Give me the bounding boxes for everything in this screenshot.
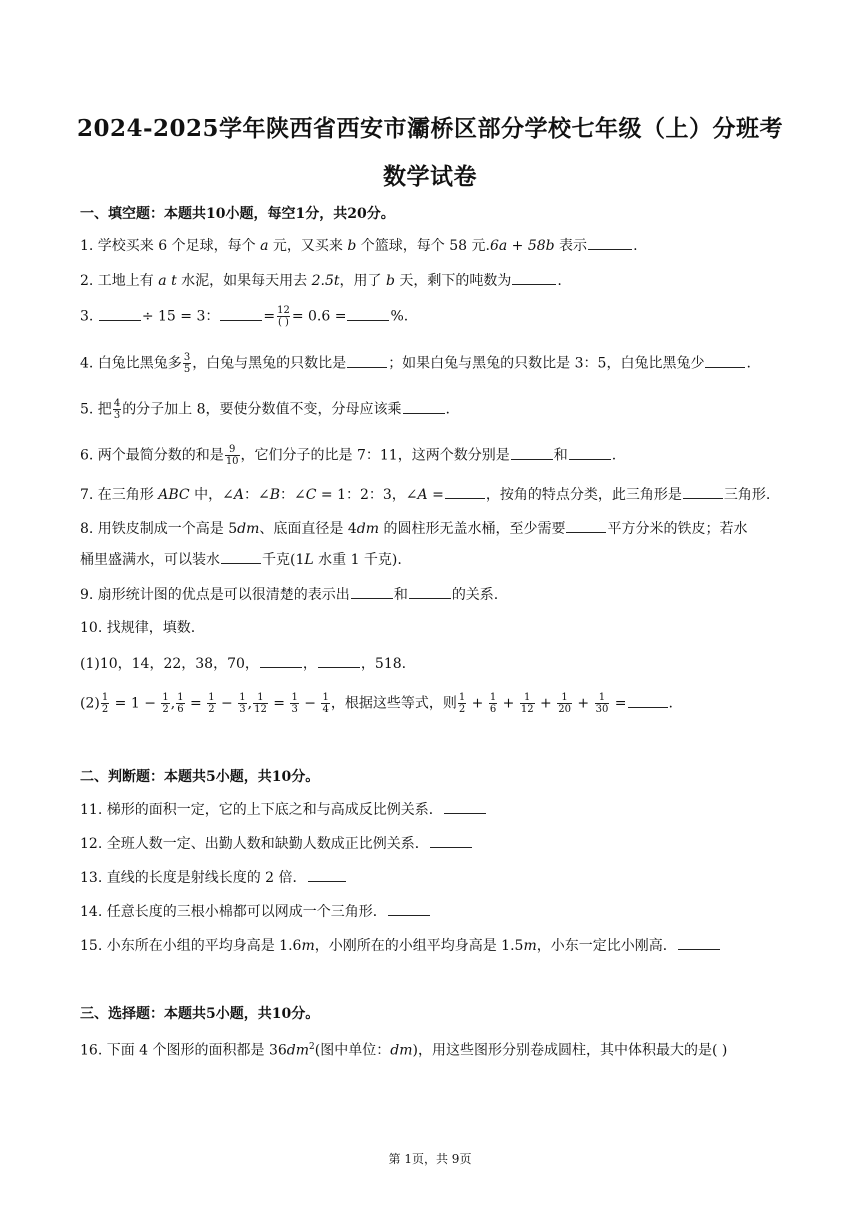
question-12: 12. 全班人数一定、出勤人数和缺勤人数成正比例关系． [80, 833, 473, 854]
question-13: 13. 直线的长度是射线长度的 2 倍． [80, 867, 347, 888]
fraction: $\frac{1}{12}$ [520, 692, 534, 715]
fraction: $\frac{1}{2}$ [458, 692, 466, 715]
answer-blank[interactable] [220, 306, 262, 321]
fraction: $\frac{1}{3}$ [239, 692, 246, 715]
fraction: $\frac{1}{4}$ [322, 692, 329, 715]
question-1: 1. 学校买来 6 个足球，每个 a 元，又买来 b 个篮球，每个 58 元.6a + 58b 表示 . [80, 235, 638, 256]
question-2: 2. 工地上有 a t 水泥，如果每天用去 2.5t，用了 b 天，剩下的吨数为 . [80, 270, 562, 291]
answer-blank[interactable] [444, 799, 486, 814]
question-8-continued: 桶里盛满水，可以装水 千克(1L 水重 1 千克). [80, 549, 402, 570]
exam-subtitle: 数学试卷 [383, 163, 477, 190]
question-11: 11. 梯形的面积一定，它的上下底之和与高成反比例关系． [80, 799, 487, 820]
fraction: $\frac{3}{5}$ [183, 352, 191, 375]
answer-blank[interactable] [511, 445, 553, 460]
exam-title: 2024-2025学年陕西省西安市灞桥区部分学校七年级（上）分班考 [76, 115, 784, 142]
answer-blank[interactable] [99, 306, 141, 321]
question-14: 14. 任意长度的三根小棉都可以网成一个三角形． [80, 901, 431, 922]
question-10-part-1: (1)10，14，22，38，70， ， ，518. [80, 653, 406, 674]
fraction: $\frac{12}{( )}$ [277, 305, 290, 328]
question-7: 7. 在三角形 ABC 中，∠A：∠B：∠C = 1：2：3，∠A = ，按角的特点分类，此三角形是 三角形. [80, 484, 770, 505]
answer-blank[interactable] [388, 901, 430, 916]
answer-blank[interactable] [409, 584, 451, 599]
page-footer: 第 1页，共 9页 [388, 1152, 472, 1166]
section-2-heading: 二、判断题：本题共5小题，共10分。 [80, 769, 320, 785]
question-10-part-2: (2) $\frac{1}{2}$ = 1 − $\frac{1}{2}$ , $\frac{1}{6}$ = $\frac{1}{2}$ − $\frac{1}{3}$ , $\frac{1}{12}$ = $\frac{1}{3}$ − $\frac{1}{4}$ ，根据这些等式，则 $\frac{1}{2}$ + $\frac{1}{6}$ + $\frac{1}{12}$ + $\frac{1}{20}$ + $\frac{1}{30}$ = . [80, 692, 673, 715]
fraction: $\frac{1}{2}$ [162, 692, 169, 715]
question-5: 5. 把 $\frac{4}{3}$ 的分子加上 8，要使分数值不变，分母应该乘 . [80, 398, 450, 421]
answer-blank[interactable] [403, 399, 445, 414]
question-6: 6. 两个最简分数的和是 $\frac{9}{10}$ ，它们分子的比是 7：11，这两个数分别是 和 . [80, 444, 617, 467]
answer-blank[interactable] [705, 353, 745, 368]
answer-blank[interactable] [628, 693, 668, 708]
section-1-heading: 一、填空题：本题共10小题，每空1分，共20分。 [80, 206, 395, 222]
answer-blank[interactable] [351, 584, 393, 599]
question-15: 15. 小东所在小组的平均身高是 1.6m，小刚所在的小组平均身高是 1.5m，小东一定比小刚高． [80, 935, 721, 956]
answer-blank[interactable] [683, 484, 723, 499]
fraction: $\frac{1}{3}$ [291, 692, 298, 715]
question-4: 4. 白兔比黑兔多 $\frac{3}{5}$ ，白兔与黑兔的只数比是 ；如果白兔与黑兔的只数比是 3：5，白兔比黑兔少 . [80, 352, 751, 375]
fraction: $\frac{1}{20}$ [558, 692, 571, 715]
answer-blank[interactable] [445, 484, 485, 499]
answer-blank[interactable] [566, 518, 606, 533]
answer-blank[interactable] [318, 653, 360, 668]
answer-blank[interactable] [569, 445, 611, 460]
fraction: $\frac{1}{2}$ [101, 692, 109, 715]
answer-blank[interactable] [347, 306, 389, 321]
answer-blank[interactable] [308, 867, 346, 882]
fraction: $\frac{4}{3}$ [113, 398, 121, 421]
fraction: $\frac{1}{12}$ [254, 692, 267, 715]
section-3-heading: 三、选择题：本题共5小题，共10分。 [80, 1006, 320, 1022]
question-8: 8. 用铁皮制成一个高是 5dm、底面直径是 4dm 的圆柱形无盖水桶，至少需要 平方分米的铁皮；若水 [80, 518, 747, 539]
question-3: 3. ÷ 15 = 3： = $\frac{12}{( )}$ = 0.6 = %. [80, 305, 409, 328]
question-9: 9. 扇形统计图的优点是可以很清楚的表示出 和 的关系. [80, 584, 498, 605]
fraction: $\frac{9}{10}$ [225, 444, 239, 467]
answer-blank[interactable] [678, 935, 720, 950]
question-16: 16. 下面 4 个图形的面积都是 $36dm^2$(图中单位：dm)，用这些图形分别卷成圆柱，其中体积最大的是( ) [80, 1042, 728, 1059]
question-10: 10. 找规律，填数. [80, 620, 196, 636]
answer-blank[interactable] [430, 833, 472, 848]
answer-blank[interactable] [221, 549, 261, 564]
answer-blank[interactable] [512, 270, 556, 285]
fraction: $\frac{1}{2}$ [208, 692, 215, 715]
fraction: $\frac{1}{6}$ [489, 692, 497, 715]
answer-blank[interactable] [588, 235, 632, 250]
answer-blank[interactable] [260, 653, 302, 668]
answer-blank[interactable] [347, 353, 387, 368]
fraction: $\frac{1}{6}$ [177, 692, 184, 715]
fraction: $\frac{1}{30}$ [595, 692, 609, 715]
